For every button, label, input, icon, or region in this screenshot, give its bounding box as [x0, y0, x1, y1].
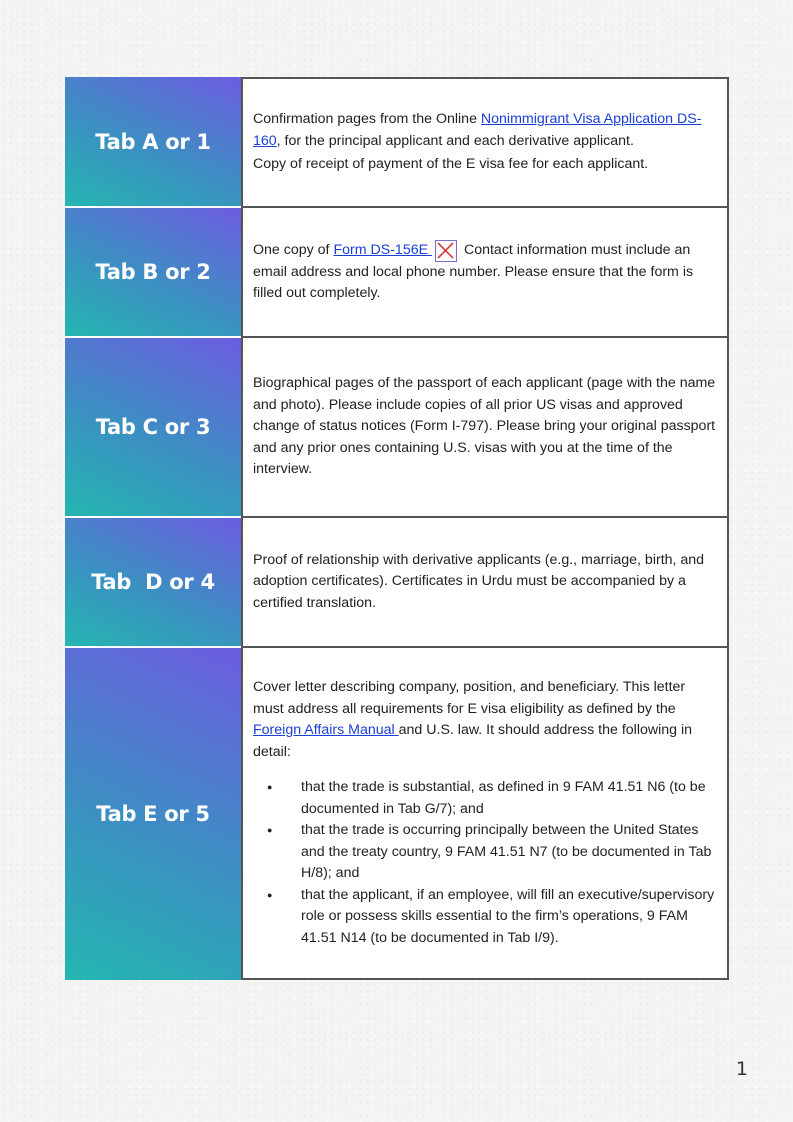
row-content	[241, 648, 729, 980]
requirements-list	[253, 777, 717, 949]
row-paragraph	[253, 677, 717, 763]
row-content	[241, 338, 729, 518]
tab-label: Tab C or 3	[65, 338, 241, 518]
row-paragraph	[253, 109, 717, 152]
table-row	[65, 338, 729, 518]
row-content	[241, 77, 729, 208]
tab-label: Tab D or 4	[65, 518, 241, 648]
row-paragraph: Biographical pages of the passport of each applicant (page with the name and photo). Please include copies of all prior US visas and approved change of status notices (Form I-797). Please bring your original passport and any prior ones containing U.S. visas with you at the time of the interview.	[253, 375, 716, 478]
table-row	[65, 77, 729, 208]
row-paragraph: Proof of relationship with derivative applicants (e.g., marriage, birth, and adoption certificates). Certificates in Urdu must be accompanied by a certified translation.	[253, 551, 705, 611]
text-fragment: One copy of	[253, 241, 334, 258]
text-fragment: Contact information must include an email address and local phone number. Please ensure that the form is filled out completely.	[253, 241, 694, 301]
table-row	[65, 648, 729, 980]
row-content	[241, 518, 729, 648]
list-item: ● that the trade is substantial, as defined in 9 FAM 41.51 N6 (to be documented in Tab G/7); and	[301, 777, 717, 820]
requirements-table	[65, 77, 729, 980]
list-item: ● that the trade is occurring principally between the United States and the treaty country, 9 FAM 41.51 N7 (to be documented in Tab H/8); and	[301, 820, 717, 885]
foreign-affairs-manual-link[interactable]: Foreign Affairs Manual	[253, 722, 399, 738]
tab-label: Tab B or 2	[65, 208, 241, 338]
row-paragraph	[253, 240, 717, 305]
ds-160-link[interactable]: Nonimmigrant Visa Application DS-160	[253, 111, 702, 149]
row-content	[241, 208, 729, 338]
table-row	[65, 518, 729, 648]
text-fragment: , for the principal applicant and each derivative applicant.	[276, 132, 634, 149]
row-paragraph: Copy of receipt of payment of the E visa fee for each applicant.	[253, 156, 649, 173]
text-fragment: and U.S. law. It should address the following in detail:	[253, 722, 693, 760]
list-item: ● that the applicant, if an employee, will fill an executive/supervisory role or possess skills essential to the firm’s operations, 9 FAM 41.51 N14 (to be documented in Tab I/9).	[301, 885, 717, 950]
page-number: 1	[735, 1058, 748, 1080]
broken-image-icon	[435, 240, 457, 262]
text-fragment: Cover letter describing company, position, and beneficiary. This letter must address all requirements for E visa eligibility as defined by the	[253, 679, 686, 717]
tab-label: Tab E or 5	[65, 648, 241, 980]
text-fragment: Confirmation pages from the Online	[253, 111, 481, 128]
ds-156e-link[interactable]: Form DS-156E	[333, 241, 433, 258]
table-row	[65, 208, 729, 338]
tab-label: Tab A or 1	[65, 77, 241, 208]
